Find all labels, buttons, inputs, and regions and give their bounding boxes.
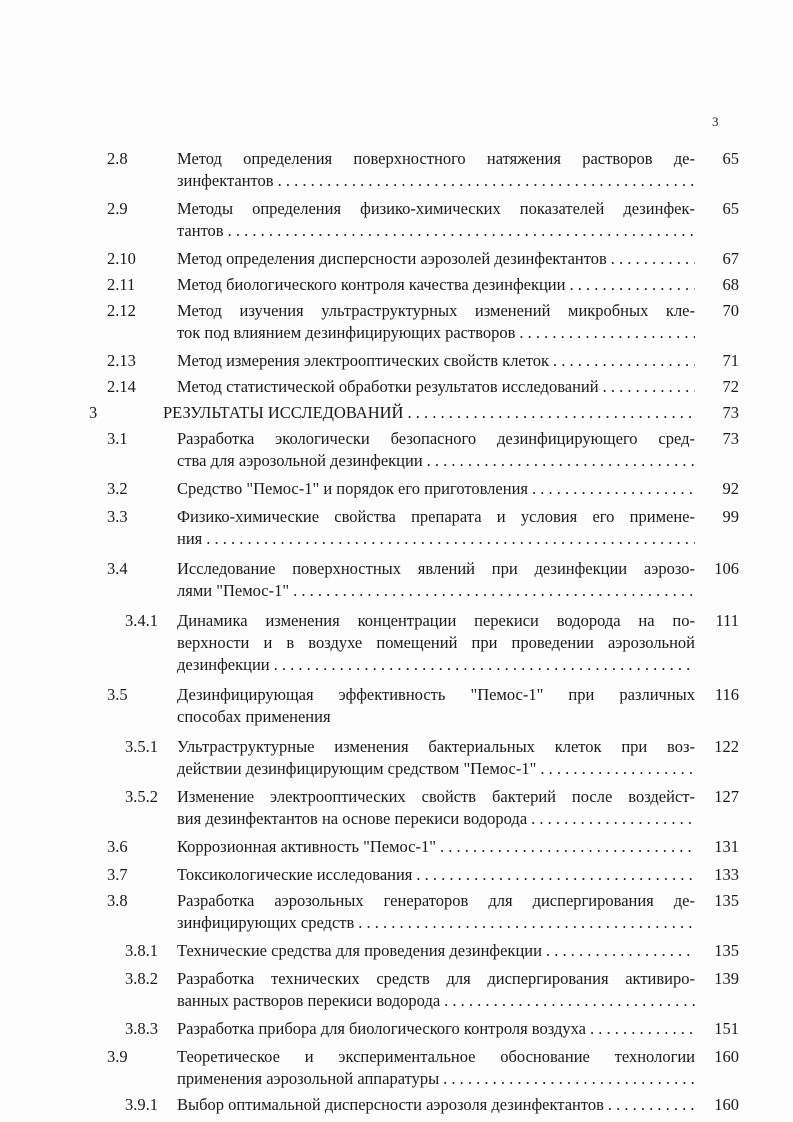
- toc-entry-title: [177, 248, 695, 270]
- toc-entry-title: [177, 478, 695, 500]
- toc-entry-number: 3.4: [107, 559, 128, 578]
- toc-title-text: тантов: [177, 221, 224, 240]
- dot-leader: [439, 1068, 695, 1090]
- toc-entry[interactable]: [0, 890, 793, 934]
- toc-title-text: дезинфекции: [177, 655, 270, 674]
- toc-entry-page: 151: [714, 1019, 739, 1038]
- dot-leader: [412, 864, 695, 886]
- toc-entry-number: 2.13: [107, 351, 136, 370]
- toc-entry-number: 2.12: [107, 301, 136, 320]
- toc-title-line: [177, 808, 695, 830]
- toc-entry-title: [177, 376, 695, 398]
- toc-title-line: [177, 170, 695, 192]
- toc-entry-page: 116: [714, 685, 739, 704]
- toc-entry[interactable]: [0, 248, 793, 270]
- toc-entry-title: [177, 274, 695, 296]
- toc-title-text: Метод измерения электрооптических свойств клеток: [177, 351, 550, 370]
- toc-entry-title: [177, 350, 695, 372]
- dot-leader: [536, 758, 695, 780]
- dot-leader: [224, 220, 695, 242]
- toc-title-line: [177, 1068, 695, 1090]
- dot-leader: [436, 836, 695, 858]
- toc-entry-page: 106: [714, 559, 739, 578]
- toc-entry-title: [177, 890, 695, 934]
- dot-leader: [528, 478, 695, 500]
- toc-entry[interactable]: [0, 684, 793, 728]
- toc-entry-page: 68: [722, 275, 739, 294]
- toc-entry-number: 2.9: [107, 199, 128, 218]
- dot-leader: [289, 580, 695, 602]
- toc-title-text: Коррозионная активность "Пемос-1": [177, 837, 436, 856]
- toc-title-line: Динамика изменения концентрации перекиси водорода на по-: [177, 611, 695, 630]
- toc-title-text: Токсикологические исследования: [177, 865, 413, 884]
- toc-entry-number: 3.5.1: [125, 737, 158, 756]
- toc-entry-page: 70: [722, 301, 739, 320]
- toc-title-line: [177, 990, 695, 1012]
- dot-leader: [202, 528, 695, 550]
- toc-entry-title: [177, 1018, 695, 1040]
- toc-entry-title: [177, 864, 695, 886]
- toc-entry-title: [163, 402, 695, 424]
- toc-entry-title: [177, 736, 695, 780]
- toc-title-line: [177, 274, 695, 296]
- toc-title-text: способах применения: [177, 707, 331, 726]
- toc-entry-page: 99: [722, 507, 739, 526]
- toc-title-line: Метод изучения ультраструктурных изменений микробных кле-: [177, 301, 695, 320]
- toc-title-text: ток под влиянием дезинфицирующих растворов: [177, 323, 516, 342]
- toc-title-line: [177, 528, 695, 550]
- toc-title-line: [177, 912, 695, 934]
- toc-title-text: Разработка прибора для биологического контроля воздуха: [177, 1019, 586, 1038]
- toc-entry-title: [177, 300, 695, 344]
- toc-title-text: РЕЗУЛЬТАТЫ ИССЛЕДОВАНИЙ: [163, 403, 404, 422]
- dot-leader: [565, 274, 695, 296]
- toc-entry-number: 3: [89, 403, 98, 422]
- toc-title-line: Разработка экологически безопасного дезинфицирующего сред-: [177, 429, 695, 448]
- dot-leader: [403, 402, 695, 424]
- dot-leader: [423, 450, 695, 472]
- toc-title-text: вия дезинфектантов на основе перекиси водорода: [177, 809, 528, 828]
- toc-title-text: Метод определения дисперсности аэрозолей дезинфектантов: [177, 249, 607, 268]
- toc-title-line: [177, 758, 695, 780]
- toc-title-line: [163, 402, 695, 424]
- dot-leader: [542, 940, 695, 962]
- toc-entry[interactable]: [0, 428, 793, 472]
- toc-entry-title: [177, 684, 695, 728]
- toc-entry-page: 73: [722, 429, 739, 448]
- toc-title-text: ства для аэрозольной дезинфекции: [177, 451, 423, 470]
- toc-title-text: Метод биологического контроля качества дезинфекции: [177, 275, 566, 294]
- toc-entry[interactable]: [0, 506, 793, 550]
- toc-entry-title: [177, 610, 695, 676]
- toc-entry-page: 65: [722, 149, 739, 168]
- toc-title-line: Ультраструктурные изменения бактериальных клеток при воз-: [177, 737, 695, 756]
- toc-title-line: Разработка аэрозольных генераторов для диспергирования де-: [177, 891, 695, 910]
- dot-leader: [527, 808, 695, 830]
- toc-title-line: Разработка технических средств для диспергирования активиро-: [177, 969, 695, 988]
- toc-title-text: действии дезинфицирующим средством "Пемос-1": [177, 759, 537, 778]
- toc-entry[interactable]: [0, 148, 793, 192]
- toc-entry[interactable]: [0, 1094, 793, 1116]
- toc-entry-number: 3.9.1: [125, 1095, 158, 1114]
- toc-entry[interactable]: [0, 968, 793, 1012]
- toc-title-line: верхности и в воздухе помещений при проведении аэрозольной: [177, 633, 695, 652]
- toc-entry-page: 135: [714, 941, 739, 960]
- toc-entry-title: [177, 198, 695, 242]
- toc-entry[interactable]: [0, 558, 793, 602]
- toc-title-line: [177, 322, 695, 344]
- toc-title-line: Теоретическое и экспериментальное обоснование технологии: [177, 1047, 695, 1066]
- page-number: 3: [712, 114, 719, 129]
- toc-title-line: [177, 220, 695, 242]
- toc-title-text: применения аэрозольной аппаратуры: [177, 1069, 440, 1088]
- toc-entry-page: 73: [722, 403, 739, 422]
- toc-title-text: Технические средства для проведения дезинфекции: [177, 941, 542, 960]
- toc-entry-title: [177, 428, 695, 472]
- toc-entry-page: 72: [722, 377, 739, 396]
- dot-leader: [354, 912, 695, 934]
- toc-entry-page: 133: [714, 865, 739, 884]
- toc-title-text: Выбор оптимальной дисперсности аэрозоля дезинфектантов: [177, 1095, 604, 1114]
- toc-entry-number: 2.14: [107, 377, 136, 396]
- toc-entry-number: 3.5.2: [125, 787, 158, 806]
- toc-title-line: [177, 376, 695, 398]
- toc-entry[interactable]: [0, 1018, 793, 1040]
- toc-entry-title: [177, 1094, 695, 1116]
- toc-entry-page: 65: [722, 199, 739, 218]
- dot-leader: [549, 350, 695, 372]
- toc-entry-page: 111: [715, 611, 739, 630]
- toc-entry-page: 139: [714, 969, 739, 988]
- toc-title-line: Физико-химические свойства препарата и условия его примене-: [177, 507, 695, 526]
- toc-title-line: [177, 450, 695, 472]
- toc-entry-page: 160: [714, 1047, 739, 1066]
- dot-leader: [270, 654, 695, 676]
- toc-title-line: [177, 350, 695, 372]
- dot-leader: [440, 990, 695, 1012]
- toc-entry-page: 122: [714, 737, 739, 756]
- toc-entry-page: 131: [714, 837, 739, 856]
- toc-entry[interactable]: [0, 1046, 793, 1090]
- toc-entry-number: 3.2: [107, 479, 128, 498]
- toc-entry[interactable]: [0, 402, 793, 424]
- toc-entry-page: 92: [722, 479, 739, 498]
- toc-entry-title: [177, 968, 695, 1012]
- toc-entry-number: 3.8: [107, 891, 128, 910]
- toc-entry-number: 3.8.3: [125, 1019, 158, 1038]
- dot-leader: [607, 248, 695, 270]
- toc-entry-number: 2.8: [107, 149, 128, 168]
- toc-title-line: [177, 248, 695, 270]
- toc-entry-number: 3.6: [107, 837, 128, 856]
- dot-leader: [274, 170, 695, 192]
- toc-entry[interactable]: [0, 864, 793, 886]
- toc-entry-number: 3.5: [107, 685, 128, 704]
- toc-title-text: Средство "Пемос-1" и порядок его приготовления: [177, 479, 528, 498]
- toc-title-line: [177, 1018, 695, 1040]
- toc-entry-title: [177, 148, 695, 192]
- toc-entry-page: 127: [714, 787, 739, 806]
- toc-title-text: ванных растворов перекиси водорода: [177, 991, 441, 1010]
- toc-entry-number: 3.8.1: [125, 941, 158, 960]
- toc-entry-page: 160: [714, 1095, 739, 1114]
- toc-title-line: [177, 706, 695, 728]
- toc-entry[interactable]: [0, 350, 793, 372]
- toc-title-line: [177, 654, 695, 676]
- toc-entry-number: 3.8.2: [125, 969, 158, 988]
- toc-title-line: [177, 940, 695, 962]
- dot-leader: [586, 1018, 695, 1040]
- toc-title-line: Методы определения физико-химических показателей дезинфек-: [177, 199, 695, 218]
- toc-title-line: [177, 580, 695, 602]
- toc-entry[interactable]: [0, 274, 793, 296]
- toc-title-text: зинфектантов: [177, 171, 274, 190]
- toc-entry-page: 135: [714, 891, 739, 910]
- dot-leader: [599, 376, 695, 398]
- toc-entry-title: [177, 1046, 695, 1090]
- toc-title-text: зинфицирующих средств: [177, 913, 355, 932]
- table-of-contents: [0, 148, 793, 1116]
- toc-title-line: Метод определения поверхностного натяжения растворов де-: [177, 149, 695, 168]
- toc-entry[interactable]: [0, 198, 793, 242]
- toc-entry-page: 71: [722, 351, 739, 370]
- toc-entry-number: 3.9: [107, 1047, 128, 1066]
- toc-entry-title: [177, 836, 695, 858]
- toc-entry[interactable]: [0, 736, 793, 780]
- toc-entry-number: 3.4.1: [125, 611, 158, 630]
- toc-entry-title: [177, 940, 695, 962]
- toc-entry[interactable]: [0, 376, 793, 398]
- toc-entry[interactable]: [0, 786, 793, 830]
- toc-entry[interactable]: [0, 610, 793, 676]
- toc-entry-page: 67: [722, 249, 739, 268]
- dot-leader: [515, 322, 695, 344]
- dot-leader: [331, 706, 695, 728]
- toc-entry-number: 2.10: [107, 249, 136, 268]
- toc-title-text: лями "Пемос-1": [177, 581, 290, 600]
- toc-entry-title: [177, 558, 695, 602]
- toc-entry[interactable]: [0, 478, 793, 500]
- toc-entry-number: 3.7: [107, 865, 128, 884]
- toc-entry[interactable]: [0, 940, 793, 962]
- toc-title-text: Метод статистической обработки результатов исследований: [177, 377, 599, 396]
- toc-title-text: ния: [177, 529, 203, 548]
- toc-title-line: [177, 836, 695, 858]
- toc-entry[interactable]: [0, 300, 793, 344]
- toc-entry-number: 3.1: [107, 429, 128, 448]
- toc-entry-number: 2.11: [107, 275, 136, 294]
- toc-title-line: Изменение электрооптических свойств бактерий после воздейст-: [177, 787, 695, 806]
- toc-entry-number: 3.3: [107, 507, 128, 526]
- toc-entry-title: [177, 786, 695, 830]
- toc-entry[interactable]: [0, 836, 793, 858]
- toc-title-line: [177, 864, 695, 886]
- toc-entry-title: [177, 506, 695, 550]
- toc-title-line: [177, 478, 695, 500]
- dot-leader: [604, 1094, 695, 1116]
- toc-title-line: Исследование поверхностных явлений при дезинфекции аэрозо-: [177, 559, 695, 578]
- toc-title-line: [177, 1094, 695, 1116]
- toc-title-line: Дезинфицирующая эффективность "Пемос-1" при различных: [177, 685, 695, 704]
